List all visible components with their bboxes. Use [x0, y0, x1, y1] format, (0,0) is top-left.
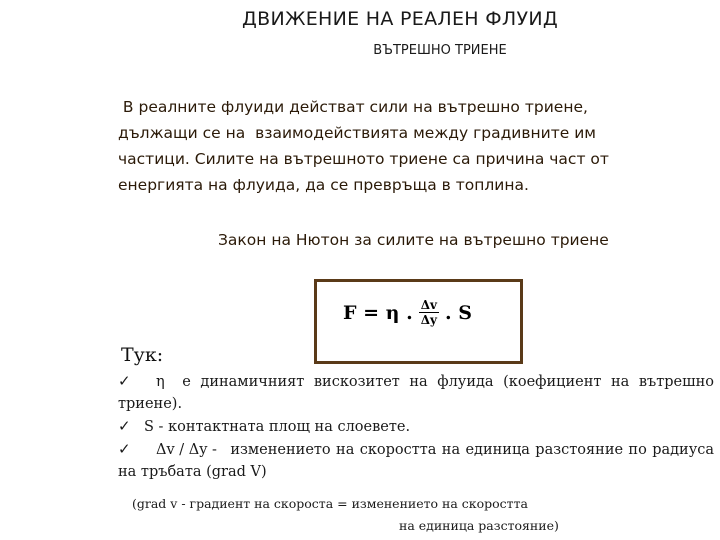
note-line: (grad v - градиент на скороста = изменението на скоростта — [132, 496, 528, 511]
definition-symbol: Δv / Δy - — [156, 442, 217, 458]
intro-line: частици. Силите на вътрешното триене са причина част от — [118, 150, 609, 168]
check-icon: ✓ — [118, 417, 131, 435]
intro-line: В реалните флуиди действат сили на вътрешно триене, — [118, 98, 588, 116]
definition-text: е динамичният вискозитет на флуида (коефициент на вътрешно триене). — [118, 374, 715, 412]
gradient-note — [132, 493, 592, 537]
definition-text: изменението на скоростта на единица разстояние по радиуса на тръбата (grad V) — [118, 442, 715, 480]
intro-paragraph — [118, 94, 638, 198]
law-caption: Закон на Нютон за силите на вътрешно триене — [218, 231, 609, 249]
formula-rhs: . S — [444, 301, 472, 324]
definition-item — [118, 370, 714, 415]
definition-item — [118, 415, 714, 438]
formula-box — [314, 279, 523, 364]
formula-denominator: Δy — [420, 313, 437, 327]
intro-line: дължащи се на взаимодействията между градивните им — [118, 124, 596, 142]
formula-numerator: Δv — [420, 298, 437, 312]
note-line: на единица разстояние) — [399, 518, 559, 533]
formula — [343, 298, 472, 327]
page-subtitle: ВЪТРЕШНО ТРИЕНЕ — [373, 43, 507, 58]
definition-list — [118, 370, 714, 483]
here-label: Тук: — [121, 344, 164, 366]
check-icon: ✓ — [118, 372, 131, 390]
formula-fraction — [419, 298, 439, 327]
intro-line: енергията на флуида, да се превръща в топлина. — [118, 176, 529, 194]
definition-symbol: S - — [144, 419, 164, 435]
definition-item — [118, 438, 714, 483]
check-icon: ✓ — [118, 440, 131, 458]
page-title: ДВИЖЕНИЕ НА РЕАЛЕН ФЛУИД — [242, 8, 558, 30]
definition-symbol: η — [156, 374, 165, 390]
formula-lhs: F = η . — [343, 301, 413, 324]
definition-text: контактната площ на слоевете. — [168, 419, 411, 435]
